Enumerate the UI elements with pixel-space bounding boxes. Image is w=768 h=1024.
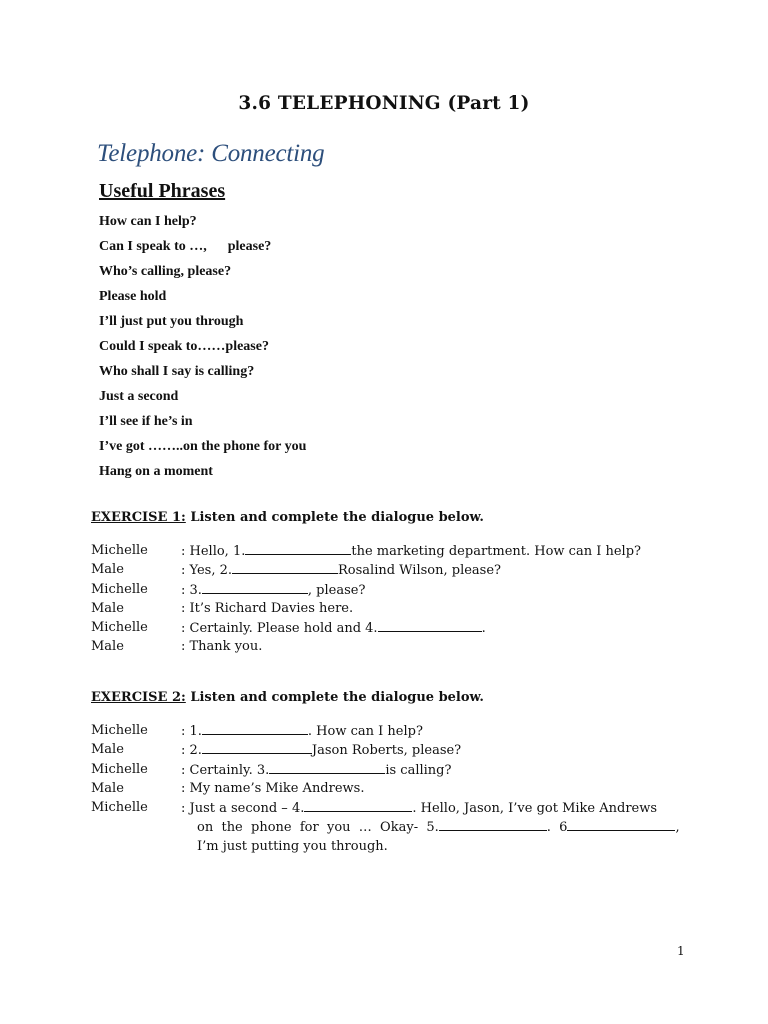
line-text: : It’s Richard Davies here. — [181, 600, 354, 616]
phrase-item: Who shall I say is calling? — [99, 364, 255, 379]
line-text: , please? — [307, 582, 366, 598]
exercise-1-heading — [91, 510, 484, 525]
page-title: 3.6 TELEPHONING (Part 1) — [238, 93, 530, 114]
speaker: Michelle — [91, 800, 148, 816]
line-text: . 6 — [546, 820, 568, 836]
answer-blank-3[interactable] — [202, 580, 308, 594]
line-text: is calling? — [385, 762, 452, 778]
line-text: on the phone for you … Okay- 5. — [197, 820, 439, 836]
answer-blank-2[interactable] — [232, 560, 338, 574]
section-subtitle: Telephone: Connecting — [97, 140, 325, 167]
answer-blank-3[interactable] — [269, 760, 385, 774]
phrase-item: Please hold — [99, 289, 167, 304]
line-text: : Yes, 2. — [181, 563, 232, 579]
phrase-item: I’ll see if he’s in — [99, 414, 193, 429]
answer-blank-4[interactable] — [304, 798, 412, 812]
line-text: . — [481, 621, 486, 637]
exercise-1-label: EXERCISE 1: — [91, 510, 186, 525]
speaker: Michelle — [91, 581, 148, 597]
line-text: : Just a second – 4. — [181, 801, 305, 817]
line-text: : Hello, 1. — [181, 544, 246, 559]
useful-phrases-heading: Useful Phrases — [99, 180, 226, 202]
line-text: : 3. — [181, 582, 202, 598]
phrase-item: Just a second — [99, 389, 179, 404]
line-text: : Certainly. 3. — [181, 762, 270, 778]
speaker: Male — [91, 742, 124, 758]
line-text: : My name’s Mike Andrews. — [181, 780, 365, 796]
line-text: Rosalind Wilson, please? — [338, 563, 502, 579]
speaker: Male — [91, 780, 124, 796]
line-text: I’m just putting you through. — [197, 838, 388, 854]
answer-blank-5[interactable] — [439, 817, 547, 831]
phrase-item: Hang on a moment — [99, 464, 213, 479]
phrase-item: Could I speak to……please? — [99, 339, 269, 354]
answer-blank-1[interactable] — [202, 721, 308, 735]
line-text: . Hello, Jason, I’ve got Mike Andrews — [412, 801, 658, 817]
phrase-item: Can I speak to …, please? — [99, 239, 272, 254]
line-text: Jason Roberts, please? — [311, 743, 462, 759]
answer-blank-6[interactable] — [567, 817, 675, 831]
answer-blank-2[interactable] — [202, 740, 312, 754]
phrase-item: I’ve got ……..on the phone for you — [99, 439, 307, 454]
answer-blank-4[interactable] — [378, 618, 482, 632]
line-text: : Thank you. — [181, 639, 263, 655]
exercise-2-heading — [91, 690, 484, 705]
speaker: Male — [91, 639, 124, 655]
page-number: 1 — [677, 944, 685, 958]
line-text: , — [675, 820, 680, 836]
speaker: Michelle — [91, 620, 148, 636]
phrase-item: I’ll just put you through — [99, 314, 244, 329]
exercise-2-label: EXERCISE 2: — [91, 690, 186, 705]
line-text: : 2. — [181, 743, 202, 759]
speaker: Michelle — [91, 723, 148, 738]
phrase-item: How can I help? — [99, 214, 197, 229]
phrase-item: Who’s calling, please? — [99, 264, 232, 279]
line-text: : 1. — [181, 724, 202, 739]
line-text: the marketing department. How can I help? — [351, 544, 642, 559]
speaker: Male — [91, 562, 124, 578]
speaker: Male — [91, 600, 124, 616]
answer-blank-1[interactable] — [245, 541, 351, 555]
phrase-list — [99, 212, 306, 487]
speaker: Michelle — [91, 761, 148, 777]
line-text: . How can I help? — [307, 724, 423, 739]
speaker: Michelle — [91, 543, 148, 558]
exercise-2-instruction: Listen and complete the dialogue below. — [185, 690, 484, 705]
exercise-1-instruction: Listen and complete the dialogue below. — [185, 510, 484, 525]
line-text: : Certainly. Please hold and 4. — [181, 621, 378, 637]
